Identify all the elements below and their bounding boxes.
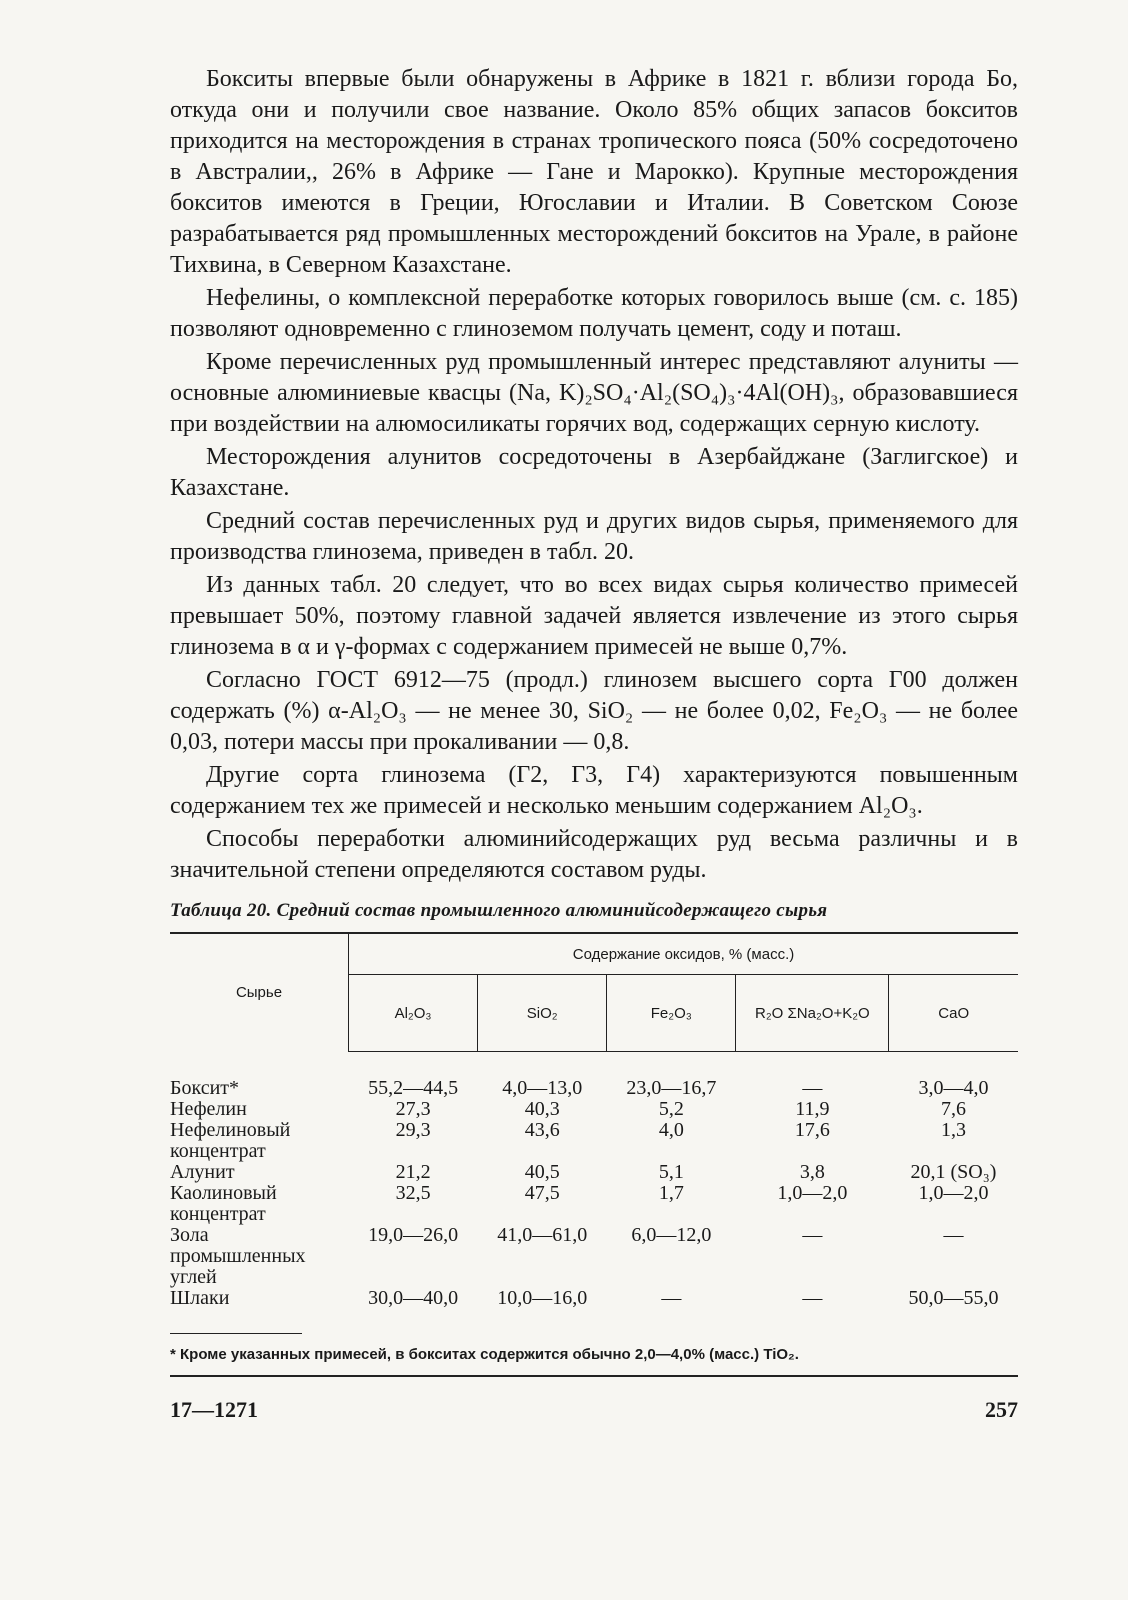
cell-value: 5,1	[658, 1161, 684, 1183]
page-footer	[170, 1397, 1018, 1423]
page-number: 257	[985, 1397, 1018, 1422]
cell-value: 21,2	[395, 1161, 431, 1183]
table-row	[170, 1120, 1018, 1162]
cell-value: 20,1 (SO₃)	[910, 1161, 997, 1183]
row-name: Нефелин	[170, 1098, 247, 1120]
paragraph: Согласно ГОСТ 6912—75 (продл.) глинозем высшего сорта Г00 должен содержать (%) α-Al₂O₃ — не менее 30, SiO₂ — не более 0,02, Fe₂O₃ — не более 0,03, потери массы при прокаливании — 0,8.	[170, 667, 1018, 755]
row-name: Каолиновый концентрат	[170, 1182, 277, 1225]
cell-value: 43,6	[524, 1119, 560, 1141]
cell-value: 50,0—55,0	[908, 1287, 999, 1309]
column-header-raw: Сырье	[170, 933, 349, 1052]
cell-value: 47,5	[524, 1182, 560, 1204]
footnote-divider	[170, 1333, 302, 1334]
paragraph: Средний состав перечисленных руд и других видов сырья, применяемого для производства глинозема, приведен в табл. 20.	[170, 508, 1018, 565]
cell-value: 3,8	[799, 1161, 825, 1183]
cell-value: —	[661, 1287, 682, 1309]
cell-value: 32,5	[395, 1182, 431, 1204]
table-row	[170, 1183, 1018, 1225]
column-header-fe2o3: Fe₂O₃	[607, 975, 736, 1052]
cell-value: 10,0—16,0	[497, 1287, 588, 1309]
table-row	[170, 1225, 1018, 1288]
paragraph: Способы переработки алюминийсодержащих руд весьма различны и в значительной степени определяются составом руды.	[170, 826, 1018, 883]
cell-value: —	[802, 1287, 823, 1309]
cell-value: 30,0—40,0	[368, 1287, 459, 1309]
cell-value: 11,9	[795, 1098, 830, 1120]
paragraph: Месторождения алунитов сосредоточены в Азербайджане (Заглигское) и Казахстане.	[170, 444, 1018, 501]
cell-value: 17,6	[794, 1119, 830, 1141]
paragraph: Бокситы впервые были обнаружены в Африке в 1821 г. вблизи города Бо, откуда они и получили свое название. Около 85% общих запасов бокситов приходится на месторождения в странах тропического пояса (50% сосредоточено в Австралии,, 26% в Африке — Гане и Марокко). Крупные месторождения бокситов имеются в Греции, Югославии и Италии. В Советском Союзе разрабатывается ряд промышленных месторождений бокситов на Урале, в районе Тихвина, в Северном Казахстане.	[170, 66, 1018, 278]
cell-value: —	[802, 1077, 823, 1099]
column-header-al2o3: Al₂O₃	[349, 975, 478, 1052]
cell-value: 1,3	[940, 1119, 966, 1141]
cell-value: 5,2	[658, 1098, 684, 1120]
cell-value: —	[802, 1224, 823, 1246]
table-header-row	[170, 933, 1018, 975]
cell-value: 55,2—44,5	[368, 1077, 459, 1099]
table-row	[170, 1052, 1018, 1100]
cell-value: 27,3	[395, 1098, 431, 1120]
paragraph: Другие сорта глинозема (Г2, Г3, Г4) характеризуются повышенным содержанием тех же примесей и несколько меньшим содержанием Al₂O₃.	[170, 762, 1018, 819]
cell-value: —	[943, 1224, 964, 1246]
body-text	[170, 64, 1018, 886]
cell-value: 41,0—61,0	[497, 1224, 588, 1246]
column-header-sio2: SiO₂	[478, 975, 607, 1052]
cell-value: 3,0—4,0	[918, 1077, 989, 1099]
cell-value: 4,0	[658, 1119, 684, 1141]
cell-value: 1,0—2,0	[777, 1182, 848, 1204]
paragraph: Из данных табл. 20 следует, что во всех видах сырья количество примесей превышает 50%, поэтому главной задачей является извлечение из этого сырья глинозема в α и γ-формах с содержанием примесей не выше 0,7%.	[170, 572, 1018, 660]
table-footnote: * Кроме указанных примесей, в бокситах содержится обычно 2,0—4,0% (масс.) TiO₂.	[170, 1346, 1018, 1377]
row-name: Шлаки	[170, 1287, 230, 1309]
cell-value: 1,7	[658, 1182, 684, 1204]
row-name: Боксит*	[170, 1076, 240, 1099]
cell-value: 40,3	[524, 1098, 560, 1120]
cell-value: 40,5	[524, 1161, 560, 1183]
cell-value: 4,0—13,0	[502, 1077, 583, 1099]
paragraph: Кроме перечисленных руд промышленный интерес представляют алуниты — основные алюминиевые квасцы (Na, K)₂SO₄·Al₂(SO₄)₃·4Al(OH)₃, образовавшиеся при воздействии на алюмосиликаты горячих вод, содержащих серную кислоту.	[170, 349, 1018, 437]
table-row	[170, 1288, 1018, 1319]
signature-mark: 17—1271	[170, 1397, 258, 1422]
column-header-cao: CaO	[889, 975, 1018, 1052]
cell-value: 6,0—12,0	[631, 1224, 712, 1246]
table-row	[170, 1162, 1018, 1183]
row-name: Нефелиновый концентрат	[170, 1119, 291, 1162]
composition-table	[170, 932, 1018, 1319]
table-row	[170, 1099, 1018, 1120]
column-group-header: Содержание оксидов, % (масс.)	[349, 933, 1019, 975]
cell-value: 7,6	[940, 1098, 966, 1120]
document-page	[170, 64, 1018, 1423]
row-name: Зола промышленных углей	[170, 1224, 306, 1288]
column-header-r2o: R₂O ΣNa₂O+K₂O	[736, 975, 889, 1052]
table-caption: Таблица 20. Средний состав промышленного алюминийсодержащего сырья	[170, 900, 828, 921]
cell-value: 23,0—16,7	[626, 1077, 717, 1099]
row-name: Алунит	[170, 1161, 235, 1183]
cell-value: 1,0—2,0	[918, 1182, 989, 1204]
paragraph: Нефелины, о комплексной переработке которых говорилось выше (см. с. 185) позволяют одновременно с глиноземом получать цемент, соду и поташ.	[170, 285, 1018, 342]
cell-value: 29,3	[395, 1119, 431, 1141]
cell-value: 19,0—26,0	[368, 1224, 459, 1246]
